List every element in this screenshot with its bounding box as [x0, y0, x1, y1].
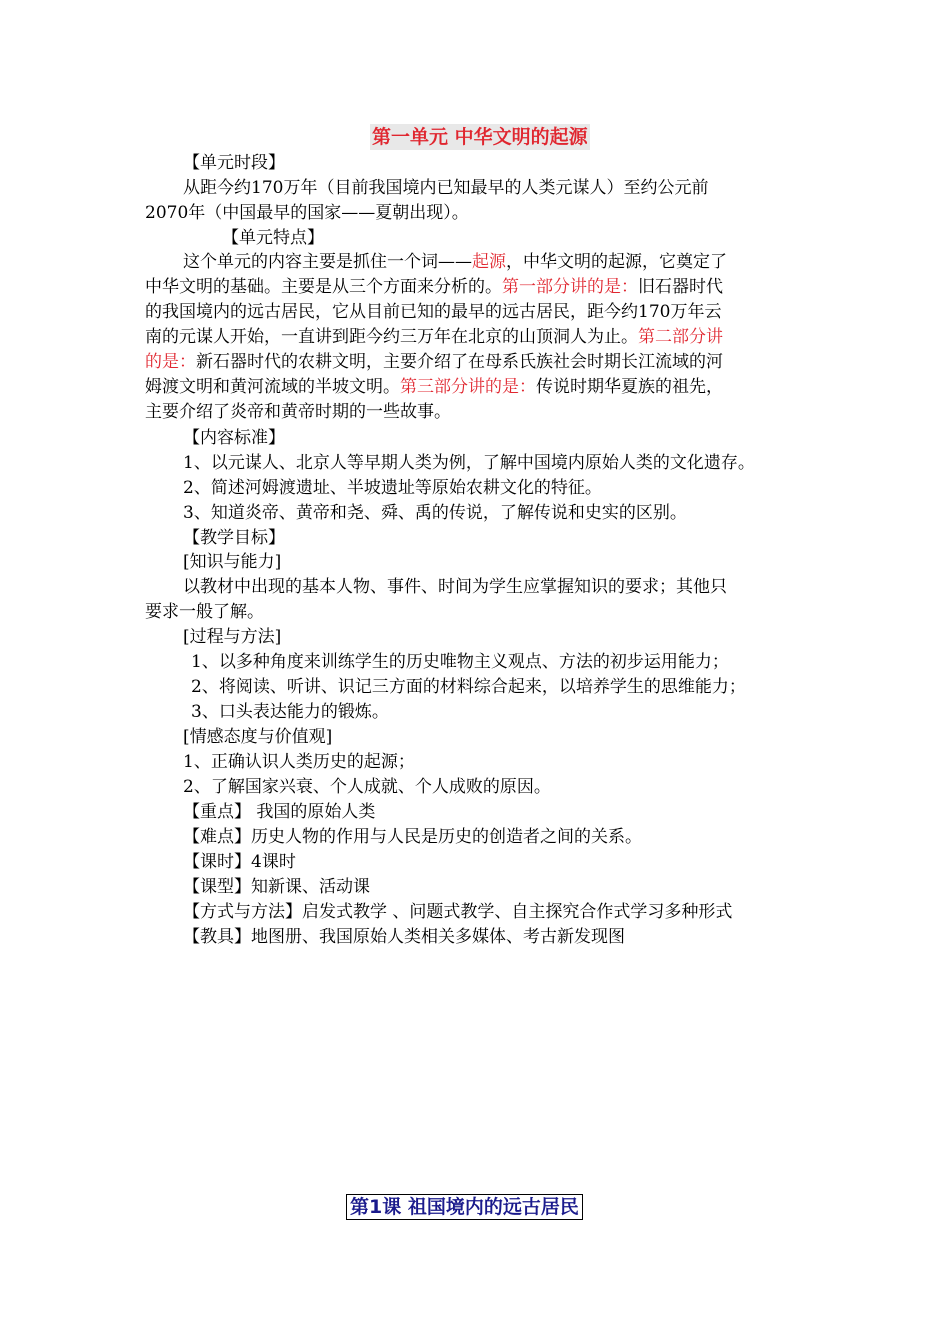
lesson-type: 【课型】知新课、活动课	[183, 877, 370, 897]
knowledge-line-2: 要求一般了解。	[145, 602, 264, 622]
emotion-heading: [情感态度与价值观]	[183, 727, 333, 747]
features-line-2: 中华文明的基础。主要是从三个方面来分析的。第一部分讲的是：旧石器时代	[145, 277, 723, 297]
features-line-3: 的我国境内的远古居民，它从目前已知的最早的远古居民，距今约170万年云	[145, 302, 722, 322]
teaching-methods: 【方式与方法】启发式教学 、问题式教学、自主探究合作式学习多种形式	[183, 902, 733, 922]
goals-heading: 【教学目标】	[183, 528, 285, 548]
emotion-item: 1、正确认识人类历史的起源；	[183, 752, 415, 772]
lesson-title: 第1课 祖国境内的远古居民	[346, 1194, 583, 1220]
process-item: 3、口头表达能力的锻炼。	[191, 702, 389, 722]
standards-item: 2、简述河姆渡遗址、半坡遗址等原始农耕文化的特征。	[183, 478, 602, 498]
process-item: 2、将阅读、听讲、识记三方面的材料综合起来，以培养学生的思维能力；	[191, 677, 746, 697]
standards-item: 3、知道炎帝、黄帝和尧、舜、禹的传说，了解传说和史实的区别。	[183, 503, 687, 523]
emotion-item: 2、了解国家兴衰、个人成就、个人成败的原因。	[183, 777, 551, 797]
period-line-2: 2070年（中国最早的国家——夏朝出现）。	[145, 203, 469, 223]
features-line-6: 姆渡文明和黄河流域的半坡文明。第三部分讲的是：传说时期华夏族的祖先，	[145, 377, 723, 397]
knowledge-line-1: 以教材中出现的基本人物、事件、时间为学生应掌握知识的要求；其他只	[183, 577, 727, 597]
difficulty: 【难点】历史人物的作用与人民是历史的创造者之间的关系。	[183, 827, 642, 847]
period-heading: 【单元时段】	[183, 153, 285, 173]
standards-heading: 【内容标准】	[183, 428, 285, 448]
features-line-4: 南的元谋人开始，一直讲到距今约三万年在北京的山顶洞人为止。第二部分讲	[145, 327, 723, 347]
features-line-7: 主要介绍了炎帝和黄帝时期的一些故事。	[145, 402, 451, 422]
process-heading: [过程与方法]	[183, 627, 282, 647]
teaching-tools: 【教具】地图册、我国原始人类相关多媒体、考古新发现图	[183, 927, 625, 947]
process-item: 1、以多种角度来训练学生的历史唯物主义观点、方法的初步运用能力；	[191, 652, 729, 672]
class-hours: 【课时】4课时	[183, 852, 296, 872]
knowledge-heading: [知识与能力]	[183, 552, 282, 572]
features-line-5: 的是：新石器时代的农耕文明，主要介绍了在母系氏族社会时期长江流域的河	[145, 352, 723, 372]
unit-title: 第一单元 中华文明的起源	[372, 126, 588, 148]
key-point: 【重点】 我国的原始人类	[183, 802, 376, 822]
standards-item: 1、以元谋人、北京人等早期人类为例，了解中国境内原始人类的文化遗存。	[183, 453, 755, 473]
features-heading: 【单元特点】	[222, 228, 324, 248]
features-line-1: 这个单元的内容主要是抓住一个词——起源，中华文明的起源，它奠定了	[183, 252, 727, 272]
period-line-1: 从距今约170万年（目前我国境内已知最早的人类元谋人）至约公元前	[183, 178, 709, 198]
